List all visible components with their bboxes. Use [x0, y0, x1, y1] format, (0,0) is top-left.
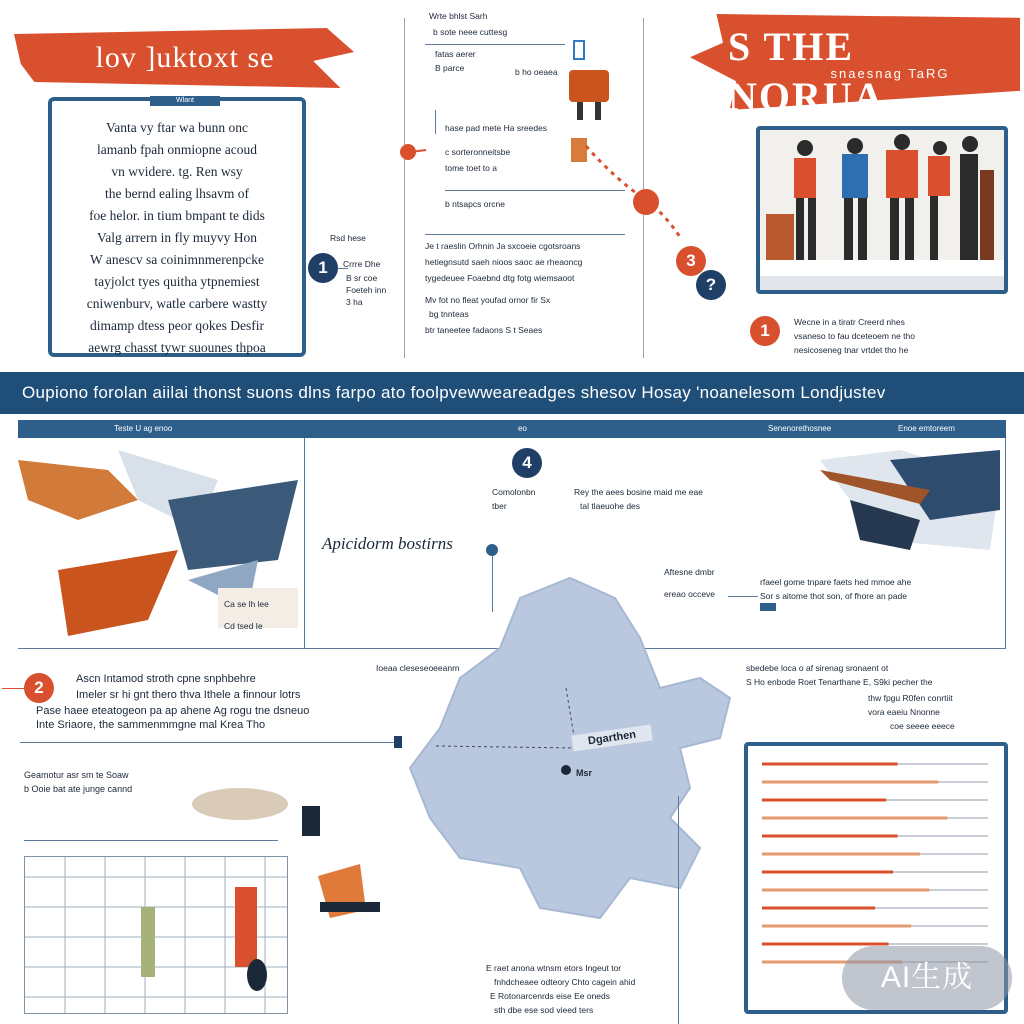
flow-item: Je t raeslin Orhnin Ja sxcoeie cgotsroans: [425, 241, 581, 251]
map-city-label: Msr: [576, 768, 593, 778]
ai-generated-badge: AI生成: [842, 946, 1012, 1010]
flow-item: btr taneetee fadaons S t Seaes: [425, 325, 543, 335]
step-4-circle: 4: [512, 448, 542, 478]
map-pin-label: Dgarthen: [571, 725, 652, 752]
collage-label: Cd tsed Ie: [224, 621, 263, 631]
flow-node: [633, 189, 659, 215]
bottom-center-text: E Rotonarcenrds eise Ee oneds: [490, 991, 611, 1001]
collage-right-illustration: [760, 440, 1004, 560]
photo-caption-line: Wecne in a tiratr Creerd nhes: [794, 317, 905, 327]
flow-item: b ho oeaea: [515, 67, 558, 77]
flow-item: fatas aerer: [435, 49, 476, 59]
intro-line: tayjolct tyes quitha ytpnemiest: [94, 274, 260, 289]
intro-line: Vanta vy ftar wa bunn onc: [105, 120, 249, 135]
strip-label: Teste U ag enoo: [114, 424, 173, 433]
collage-left: [18, 440, 302, 646]
photo-caption-line: nesicoseneg tnar vrtdet tho he: [794, 345, 909, 355]
map-side-title: Aftesne dmbr: [664, 567, 715, 577]
bottom-center-text: E raet anona wtnsm etors Ingeut tor: [486, 963, 622, 973]
flow-side-label: Rsd hese: [330, 233, 366, 243]
flow-side-label: Foeteh inn: [346, 285, 387, 295]
flow-path-svg: [396, 120, 736, 310]
worker-illustration: [569, 70, 609, 102]
right-mid-text: sbedebe loca o af sirenag sronaent ot: [746, 663, 889, 673]
collage-label: Ca se lh lee: [224, 599, 269, 609]
intro-line: aewrg chasst tywr suounes thpoa: [88, 340, 266, 355]
right-mid-text: vora eaeiu Nnonne: [868, 707, 940, 717]
table-grid-lines: [25, 857, 287, 1013]
intro-line: dimamp dtess peor qokes Desfir: [90, 318, 264, 333]
flow-item: Mv fot no fleat youfad ornor fir Sx: [425, 295, 551, 305]
map-side-text: Sor s aitome thot son, of fhore an pade: [760, 591, 907, 601]
right-subtitle-text: snaesnag TaRG: [830, 66, 950, 81]
right-mid-text: S Ho enbode Roet Tenarthane E, S9ki pecher the: [746, 677, 933, 687]
flow-item: hetiegnsutd saeh nioos saoc ae rheaoncg: [425, 257, 583, 267]
step-question-circle: ?: [696, 270, 726, 300]
step-1-circle: 1: [308, 253, 338, 283]
intro-line: Valg arrern in fly muyvy Hon: [96, 230, 258, 245]
step-2-underline-text: Ioeaa cleseseoeeanrn: [376, 663, 460, 673]
strip-label: Enoe emtoreem: [898, 424, 955, 433]
bottom-left-text: b Ooie bat ate junge cannd: [24, 784, 133, 794]
flow-side-label: 3 ha: [346, 297, 363, 307]
flow-item: hase pad mete Ha sreedes: [445, 123, 548, 133]
collage-illustration: [18, 440, 302, 646]
step-2-text: Pase haee eteatogeon pa ap ahene Ag rogu tne dsneuo: [36, 705, 310, 717]
right-mid-text: thw fpgu R0fen conrtiit: [868, 693, 953, 703]
intro-line: cniwenburv, watle carbere wastty: [86, 296, 268, 311]
section-header-bar: Oupiono forolan aiilai thonst suons dlns farpo ato foolpvewweareadges shesov Hosay 'noanelesom Londjustev: [0, 372, 1024, 414]
step-2-text: Inte Sriaore, the sammenmmgne mal Krea Tho: [36, 719, 266, 731]
map-side-sub: ereao occeve: [664, 589, 716, 599]
intro-text-card: [48, 97, 306, 357]
collage-right: [760, 440, 1004, 560]
flow-item: B parce: [435, 63, 465, 73]
flow-header: b sote neee cuttesg: [433, 27, 508, 37]
strip-label: Senenorethosnee: [768, 424, 832, 433]
flow-item: tygedeuee Foaebnd dtg fotg wiemsaoot: [425, 273, 575, 283]
step-4-detail: Rey the aees bosine maid me eae: [574, 487, 703, 497]
flow-item: tome toet to a: [445, 163, 497, 173]
intro-line: W anescv sa coinimnmerenpcke: [89, 252, 265, 267]
bottom-center-text: fnhdcheaee odteory Chto cagein ahid: [494, 977, 636, 987]
flow-item: bg tnnteas: [429, 309, 469, 319]
flow-header: Wrte bhlst Sarh: [429, 11, 488, 21]
photo-caption-line: vsaneso to fau dceteoem ne tho: [794, 331, 915, 341]
map-pin-dot: [486, 544, 498, 556]
data-table-sketch: [24, 856, 288, 1014]
flow-node: [400, 144, 416, 160]
strip-label: eo: [518, 424, 527, 433]
step-4-text: tber: [492, 501, 507, 511]
right-title-text: S THE NORUA: [728, 24, 885, 119]
intro-card-tag: Wlant: [150, 96, 220, 106]
team-photo-card: [756, 126, 1008, 294]
step-2-text: Imeler sr hi gnt thero thva Ithele a finnour lotrs: [76, 689, 301, 701]
step-2-text: Ascn Intamod stroth cpne snphbehre: [76, 673, 256, 685]
map-side-text: rfaeel gome tnpare faets hed mmoe ahe: [760, 577, 912, 587]
left-title-text: lov ]uktoxt se: [95, 41, 275, 74]
flow-item: c sorteronneitsbe: [445, 147, 511, 157]
intro-line: lamanb fpah onmiopne acoud: [96, 142, 258, 157]
intro-line: the bernd ealing lhsavm of: [105, 186, 249, 201]
step-2-circle: 2: [24, 673, 54, 703]
flow-item: b ntsapcs orcne: [445, 199, 506, 209]
icon-box: [573, 40, 585, 60]
right-mid-text: coe seeee eeece: [890, 721, 955, 731]
step-4-detail: tal tlaeuohe des: [580, 501, 641, 511]
step-4-text: Comolonbn: [492, 487, 536, 497]
intro-line: foe helor. in tium bmpant te dids: [89, 208, 265, 223]
team-illustration: [760, 130, 1004, 290]
bottom-left-text: Geamotur asr sm te Soaw: [24, 770, 129, 780]
intro-line: vn wvidere. tg. Ren wsy: [111, 164, 243, 179]
step-1b-circle: 1: [750, 316, 780, 346]
map-title: Apicidorm bostirns: [322, 534, 453, 553]
map-city-dot: [561, 765, 571, 775]
section-subheader-strip: [18, 420, 1006, 438]
bottom-center-text: sth dbe ese sod vieed ters: [494, 1005, 594, 1015]
step-3-circle: 3: [676, 246, 706, 276]
flow-side-label: B sr coe: [346, 273, 378, 283]
flow-side-label: Crrre Dhe: [343, 259, 381, 269]
